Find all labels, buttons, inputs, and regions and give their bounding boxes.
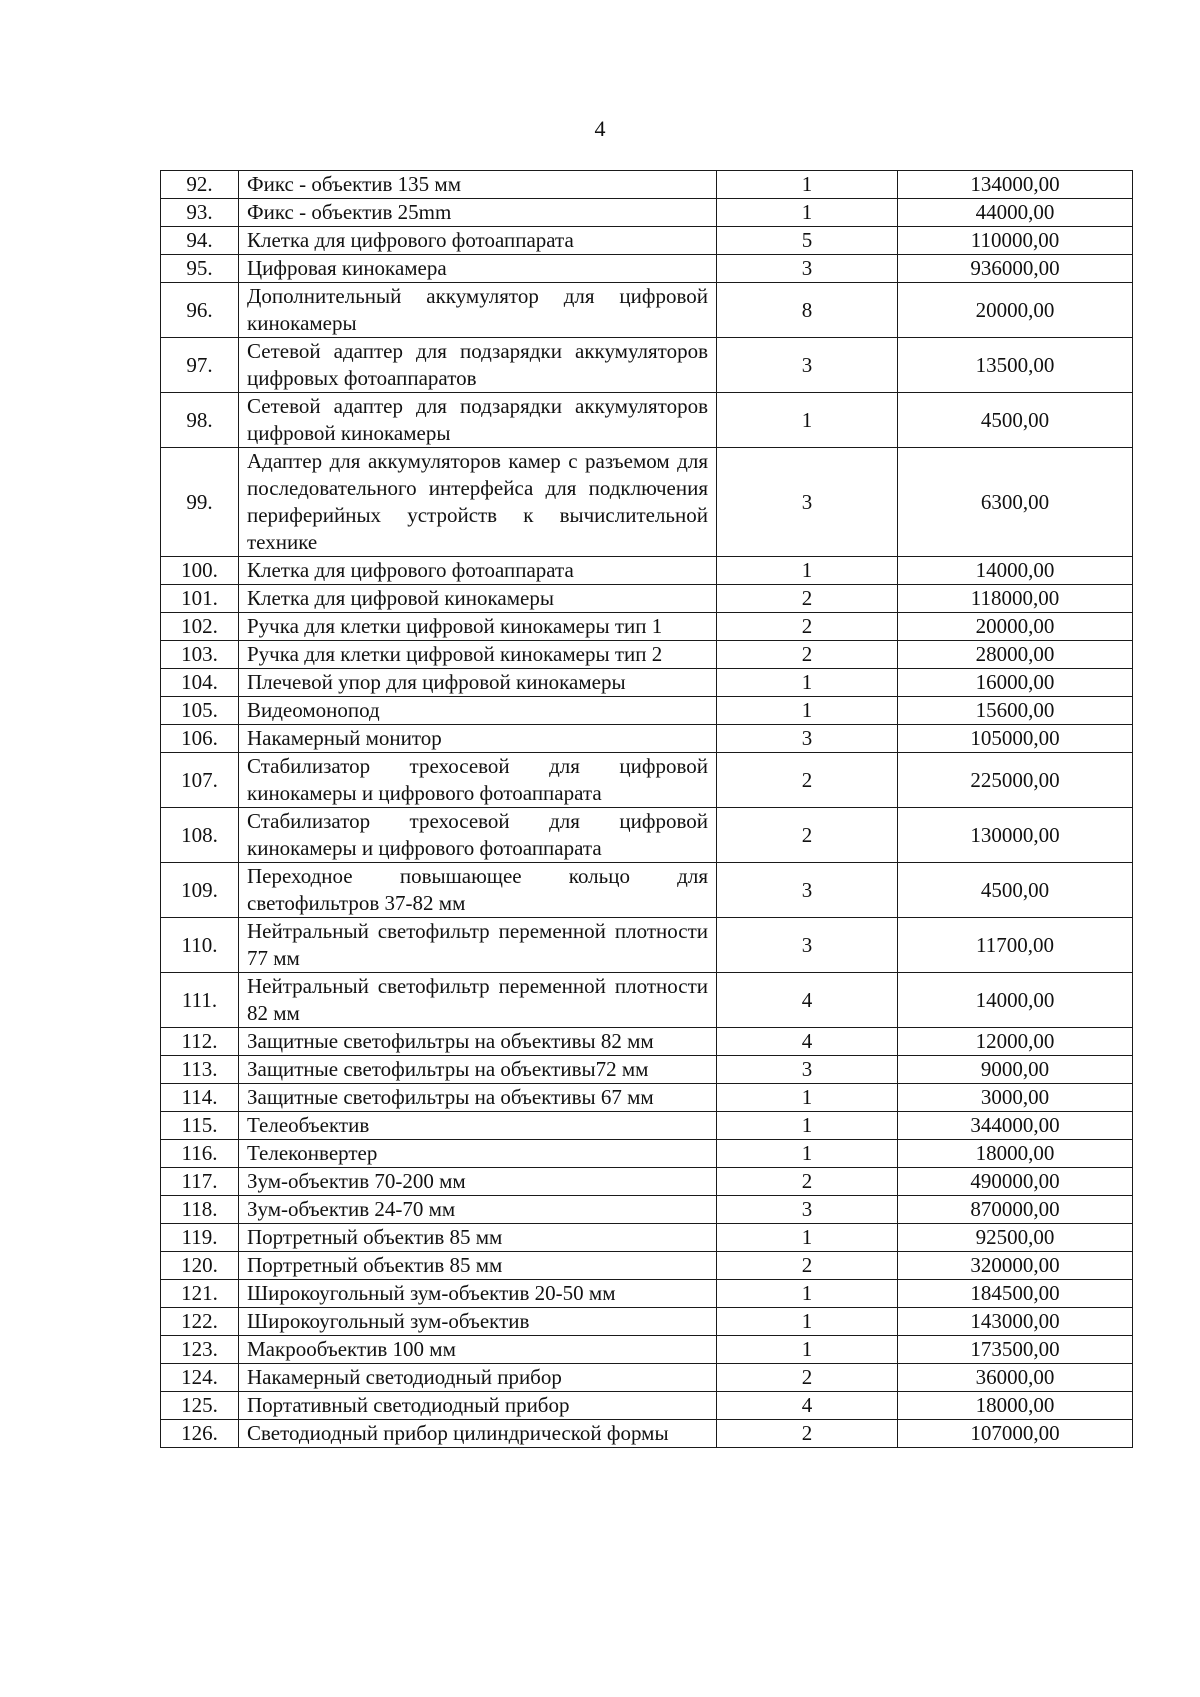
item-quantity: 1 [717,1084,898,1112]
item-quantity: 1 [717,1224,898,1252]
item-quantity: 2 [717,1168,898,1196]
table-row [161,1336,1133,1364]
item-quantity: 1 [717,1308,898,1336]
item-quantity: 1 [717,171,898,199]
row-number: 115. [161,1112,239,1140]
item-quantity: 4 [717,973,898,1028]
item-price: 11700,00 [898,918,1133,973]
item-price: 3000,00 [898,1084,1133,1112]
item-price: 4500,00 [898,863,1133,918]
item-name: Стабилизатор трехосевой для цифровой кинокамеры и цифрового фотоаппарата [239,808,717,863]
item-quantity: 4 [717,1028,898,1056]
item-name: Светодиодный прибор цилиндрической формы [239,1420,717,1448]
item-quantity: 2 [717,808,898,863]
item-quantity: 3 [717,1056,898,1084]
item-name: Ручка для клетки цифровой кинокамеры тип 2 [239,641,717,669]
item-name: Дополнительный аккумулятор для цифровой кинокамеры [239,283,717,338]
table-row [161,1280,1133,1308]
item-name: Портативный светодиодный прибор [239,1392,717,1420]
item-name: Фикс - объектив 25mm [239,199,717,227]
item-price: 344000,00 [898,1112,1133,1140]
item-price: 44000,00 [898,199,1133,227]
item-name: Широкоугольный зум-объектив 20-50 мм [239,1280,717,1308]
page-number: 4 [594,116,606,141]
row-number: 108. [161,808,239,863]
item-name: Портретный объектив 85 мм [239,1252,717,1280]
table-row [161,338,1133,393]
row-number: 93. [161,199,239,227]
row-number: 112. [161,1028,239,1056]
item-quantity: 1 [717,199,898,227]
item-quantity: 3 [717,725,898,753]
table-row [161,255,1133,283]
item-price: 134000,00 [898,171,1133,199]
item-name: Накамерный светодиодный прибор [239,1364,717,1392]
row-number: 114. [161,1084,239,1112]
item-quantity: 2 [717,1252,898,1280]
item-quantity: 1 [717,1280,898,1308]
item-name: Клетка для цифровой кинокамеры [239,585,717,613]
item-name: Защитные светофильтры на объективы72 мм [239,1056,717,1084]
item-name: Цифровая кинокамера [239,255,717,283]
row-number: 106. [161,725,239,753]
item-quantity: 2 [717,1420,898,1448]
item-name: Нейтральный светофильтр переменной плотности 82 мм [239,973,717,1028]
item-price: 28000,00 [898,641,1133,669]
table-row [161,1420,1133,1448]
item-name: Телеобъектив [239,1112,717,1140]
row-number: 104. [161,669,239,697]
item-price: 870000,00 [898,1196,1133,1224]
table-row [161,1140,1133,1168]
item-name: Фикс - объектив 135 мм [239,171,717,199]
table-row [161,725,1133,753]
item-name: Портретный объектив 85 мм [239,1224,717,1252]
item-price: 14000,00 [898,557,1133,585]
item-quantity: 3 [717,448,898,557]
equipment-table [160,170,1133,1448]
row-number: 101. [161,585,239,613]
table-row [161,1168,1133,1196]
item-price: 225000,00 [898,753,1133,808]
item-quantity: 2 [717,585,898,613]
row-number: 99. [161,448,239,557]
item-name: Защитные светофильтры на объективы 82 мм [239,1028,717,1056]
item-quantity: 1 [717,1140,898,1168]
table-row [161,918,1133,973]
item-name: Клетка для цифрового фотоаппарата [239,227,717,255]
row-number: 109. [161,863,239,918]
item-quantity: 8 [717,283,898,338]
row-number: 111. [161,973,239,1028]
table-row [161,448,1133,557]
item-price: 118000,00 [898,585,1133,613]
row-number: 95. [161,255,239,283]
row-number: 125. [161,1392,239,1420]
item-name: Стабилизатор трехосевой для цифровой кинокамеры и цифрового фотоаппарата [239,753,717,808]
item-price: 18000,00 [898,1140,1133,1168]
table-row [161,585,1133,613]
table-row [161,613,1133,641]
row-number: 110. [161,918,239,973]
row-number: 100. [161,557,239,585]
table-row [161,283,1133,338]
item-price: 173500,00 [898,1336,1133,1364]
item-price: 92500,00 [898,1224,1133,1252]
table-row [161,199,1133,227]
item-quantity: 2 [717,641,898,669]
row-number: 105. [161,697,239,725]
item-quantity: 2 [717,613,898,641]
item-quantity: 2 [717,1364,898,1392]
table-row [161,393,1133,448]
item-quantity: 1 [717,1336,898,1364]
item-price: 130000,00 [898,808,1133,863]
table-row [161,171,1133,199]
table-row [161,1056,1133,1084]
item-quantity: 3 [717,338,898,393]
table-row [161,1252,1133,1280]
table-row [161,697,1133,725]
item-quantity: 4 [717,1392,898,1420]
item-price: 14000,00 [898,973,1133,1028]
row-number: 119. [161,1224,239,1252]
item-price: 320000,00 [898,1252,1133,1280]
item-name: Видеомонопод [239,697,717,725]
item-price: 490000,00 [898,1168,1133,1196]
table-row [161,1364,1133,1392]
item-price: 9000,00 [898,1056,1133,1084]
row-number: 102. [161,613,239,641]
item-price: 4500,00 [898,393,1133,448]
item-name: Сетевой адаптер для подзарядки аккумуляторов цифровой кинокамеры [239,393,717,448]
row-number: 103. [161,641,239,669]
item-quantity: 3 [717,255,898,283]
item-name: Ручка для клетки цифровой кинокамеры тип 1 [239,613,717,641]
item-name: Защитные светофильтры на объективы 67 мм [239,1084,717,1112]
table-row [161,1028,1133,1056]
row-number: 122. [161,1308,239,1336]
item-name: Нейтральный светофильтр переменной плотности 77 мм [239,918,717,973]
item-name: Плечевой упор для цифровой кинокамеры [239,669,717,697]
table-row [161,641,1133,669]
row-number: 126. [161,1420,239,1448]
item-price: 16000,00 [898,669,1133,697]
item-price: 107000,00 [898,1420,1133,1448]
item-quantity: 1 [717,393,898,448]
item-quantity: 2 [717,753,898,808]
row-number: 113. [161,1056,239,1084]
item-price: 6300,00 [898,448,1133,557]
item-quantity: 5 [717,227,898,255]
item-name: Накамерный монитор [239,725,717,753]
table-row [161,808,1133,863]
item-price: 18000,00 [898,1392,1133,1420]
item-quantity: 1 [717,557,898,585]
item-name: Широкоугольный зум-объектив [239,1308,717,1336]
row-number: 118. [161,1196,239,1224]
item-name: Зум-объектив 24-70 мм [239,1196,717,1224]
item-name: Зум-объектив 70-200 мм [239,1168,717,1196]
table-row [161,1392,1133,1420]
item-name: Сетевой адаптер для подзарядки аккумуляторов цифровых фотоаппаратов [239,338,717,393]
table-row [161,227,1133,255]
row-number: 116. [161,1140,239,1168]
item-name: Макрообъектив 100 мм [239,1336,717,1364]
item-price: 143000,00 [898,1308,1133,1336]
row-number: 117. [161,1168,239,1196]
item-price: 36000,00 [898,1364,1133,1392]
table-row [161,1112,1133,1140]
item-quantity: 3 [717,918,898,973]
item-quantity: 3 [717,863,898,918]
table-row [161,973,1133,1028]
table-row [161,1308,1133,1336]
row-number: 123. [161,1336,239,1364]
item-name: Адаптер для аккумуляторов камер с разъемом для последовательного интерфейса для подключения периферийных устройств к вычислительной технике [239,448,717,557]
item-quantity: 1 [717,1112,898,1140]
item-quantity: 1 [717,697,898,725]
row-number: 107. [161,753,239,808]
table-row [161,863,1133,918]
row-number: 98. [161,393,239,448]
row-number: 94. [161,227,239,255]
table-row [161,557,1133,585]
item-price: 184500,00 [898,1280,1133,1308]
table-body [161,171,1133,1448]
row-number: 97. [161,338,239,393]
table-row [161,1224,1133,1252]
table-row [161,669,1133,697]
table-row [161,1084,1133,1112]
item-price: 110000,00 [898,227,1133,255]
item-price: 20000,00 [898,283,1133,338]
item-name: Переходное повышающее кольцо для светофильтров 37-82 мм [239,863,717,918]
item-price: 936000,00 [898,255,1133,283]
row-number: 96. [161,283,239,338]
item-price: 13500,00 [898,338,1133,393]
item-name: Клетка для цифрового фотоаппарата [239,557,717,585]
item-price: 20000,00 [898,613,1133,641]
row-number: 124. [161,1364,239,1392]
item-quantity: 1 [717,669,898,697]
row-number: 121. [161,1280,239,1308]
row-number: 92. [161,171,239,199]
item-price: 105000,00 [898,725,1133,753]
item-quantity: 3 [717,1196,898,1224]
item-name: Телеконвертер [239,1140,717,1168]
item-price: 12000,00 [898,1028,1133,1056]
table-row [161,753,1133,808]
table-row [161,1196,1133,1224]
item-price: 15600,00 [898,697,1133,725]
row-number: 120. [161,1252,239,1280]
